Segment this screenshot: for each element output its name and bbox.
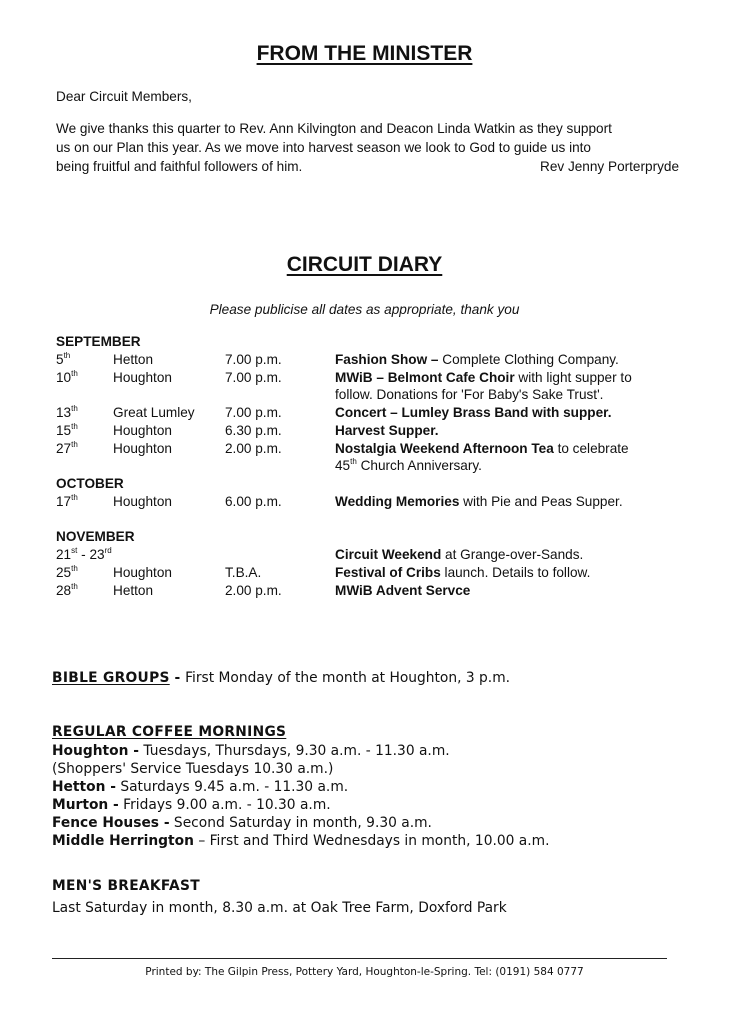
diary-event: Fashion Show – Complete Clothing Company. xyxy=(335,352,619,367)
diary-date: 10th xyxy=(56,369,78,385)
breakfast-text: Last Saturday in month, 8.30 a.m. at Oak Tree Farm, Doxford Park xyxy=(52,900,507,916)
diary-time: 2.00 p.m. xyxy=(225,441,282,456)
diary-date: 13th xyxy=(56,404,78,420)
coffee-fence-houses: Fence Houses - Second Saturday in month, 9.30 a.m. xyxy=(52,815,432,831)
diary-row xyxy=(0,441,729,459)
diary-row-continuation xyxy=(0,458,729,476)
coffee-shoppers: (Shoppers' Service Tuesdays 10.30 a.m.) xyxy=(52,761,334,777)
letter-line-3: being fruitful and faithful followers of him. xyxy=(56,159,303,174)
diary-row xyxy=(0,370,729,388)
diary-time: 7.00 p.m. xyxy=(225,352,282,367)
minister-signature: Rev Jenny Porterpryde xyxy=(540,159,680,174)
diary-row xyxy=(0,547,729,565)
bible-groups-dash: - xyxy=(169,670,186,686)
diary-place: Great Lumley xyxy=(113,405,195,420)
diary-place: Houghton xyxy=(113,423,172,438)
diary-place: Houghton xyxy=(113,494,172,509)
diary-row xyxy=(0,583,729,601)
diary-subtitle: Please publicise all dates as appropriate, thank you xyxy=(209,302,520,317)
diary-date: 28th xyxy=(56,582,78,598)
diary-place: Hetton xyxy=(113,352,154,367)
month-september: SEPTEMBER xyxy=(56,334,141,349)
diary-time: 6.00 p.m. xyxy=(225,494,282,509)
minister-letter xyxy=(56,119,612,176)
footer-divider xyxy=(52,958,667,959)
diary-time: 7.00 p.m. xyxy=(225,370,282,385)
printer-footer: Printed by: The Gilpin Press, Pottery Yard, Houghton-le-Spring. Tel: (0191) 584 0777 xyxy=(145,966,584,978)
diary-event: Circuit Weekend at Grange-over-Sands. xyxy=(335,547,584,562)
diary-time: T.B.A. xyxy=(225,565,262,580)
diary-date: 15th xyxy=(56,422,78,438)
diary-heading: CIRCUIT DIARY xyxy=(286,253,443,276)
diary-date: 27th xyxy=(56,440,78,456)
diary-row xyxy=(0,565,729,583)
diary-date: 25th xyxy=(56,564,78,580)
diary-time: 2.00 p.m. xyxy=(225,583,282,598)
diary-row xyxy=(0,423,729,441)
month-october: OCTOBER xyxy=(56,476,124,491)
diary-date: 5th xyxy=(56,351,71,367)
bible-groups-text: First Monday of the month at Houghton, 3 p.m. xyxy=(185,670,511,686)
bible-groups-label: BIBLE GROUPS xyxy=(52,670,170,686)
diary-event: Wedding Memories with Pie and Peas Supper. xyxy=(335,494,623,509)
diary-date: 21st - 23rd xyxy=(56,546,112,562)
diary-date: 17th xyxy=(56,493,78,509)
diary-event: MWiB – Belmont Cafe Choir with light supper to xyxy=(335,370,632,385)
diary-time: 6.30 p.m. xyxy=(225,423,282,438)
coffee-hetton: Hetton - Saturdays 9.45 a.m. - 11.30 a.m. xyxy=(52,779,349,795)
coffee-houghton: Houghton - Tuesdays, Thursdays, 9.30 a.m. - 11.30 a.m. xyxy=(52,743,450,759)
month-november: NOVEMBER xyxy=(56,529,135,544)
diary-event: Festival of Cribs launch. Details to follow. xyxy=(335,565,591,580)
breakfast-heading: MEN'S BREAKFAST xyxy=(52,878,200,894)
coffee-list xyxy=(52,742,549,850)
letter-line-1: We give thanks this quarter to Rev. Ann Kilvington and Deacon Linda Watkin as they support xyxy=(56,121,612,136)
diary-row xyxy=(0,352,729,370)
salutation: Dear Circuit Members, xyxy=(56,89,192,104)
diary-place: Houghton xyxy=(113,370,172,385)
diary-event: Harvest Supper. xyxy=(335,423,439,438)
diary-event-cont: follow. Donations for 'For Baby's Sake Trust'. xyxy=(335,387,604,402)
diary-event-cont: 45th Church Anniversary. xyxy=(335,457,482,473)
diary-event: Nostalgia Weekend Afternoon Tea to celebrate xyxy=(335,441,629,456)
diary-place: Houghton xyxy=(113,565,172,580)
diary-place: Hetton xyxy=(113,583,154,598)
coffee-heading: REGULAR COFFEE MORNINGS xyxy=(52,724,287,740)
minister-heading: FROM THE MINISTER xyxy=(256,42,473,65)
diary-row xyxy=(0,494,729,512)
diary-event: Concert – Lumley Brass Band with supper. xyxy=(335,405,612,420)
coffee-middle-herrington: Middle Herrington – First and Third Wednesdays in month, 10.00 a.m. xyxy=(52,833,550,849)
diary-place: Houghton xyxy=(113,441,172,456)
letter-line-2: us on our Plan this year. As we move into harvest season we look to God to guide us into xyxy=(56,140,591,155)
diary-event: MWiB Advent Servce xyxy=(335,583,471,598)
diary-time: 7.00 p.m. xyxy=(225,405,282,420)
diary-row-continuation xyxy=(0,387,729,405)
coffee-murton: Murton - Fridays 9.00 a.m. - 10.30 a.m. xyxy=(52,797,331,813)
bible-groups xyxy=(52,670,510,686)
diary-row xyxy=(0,405,729,423)
